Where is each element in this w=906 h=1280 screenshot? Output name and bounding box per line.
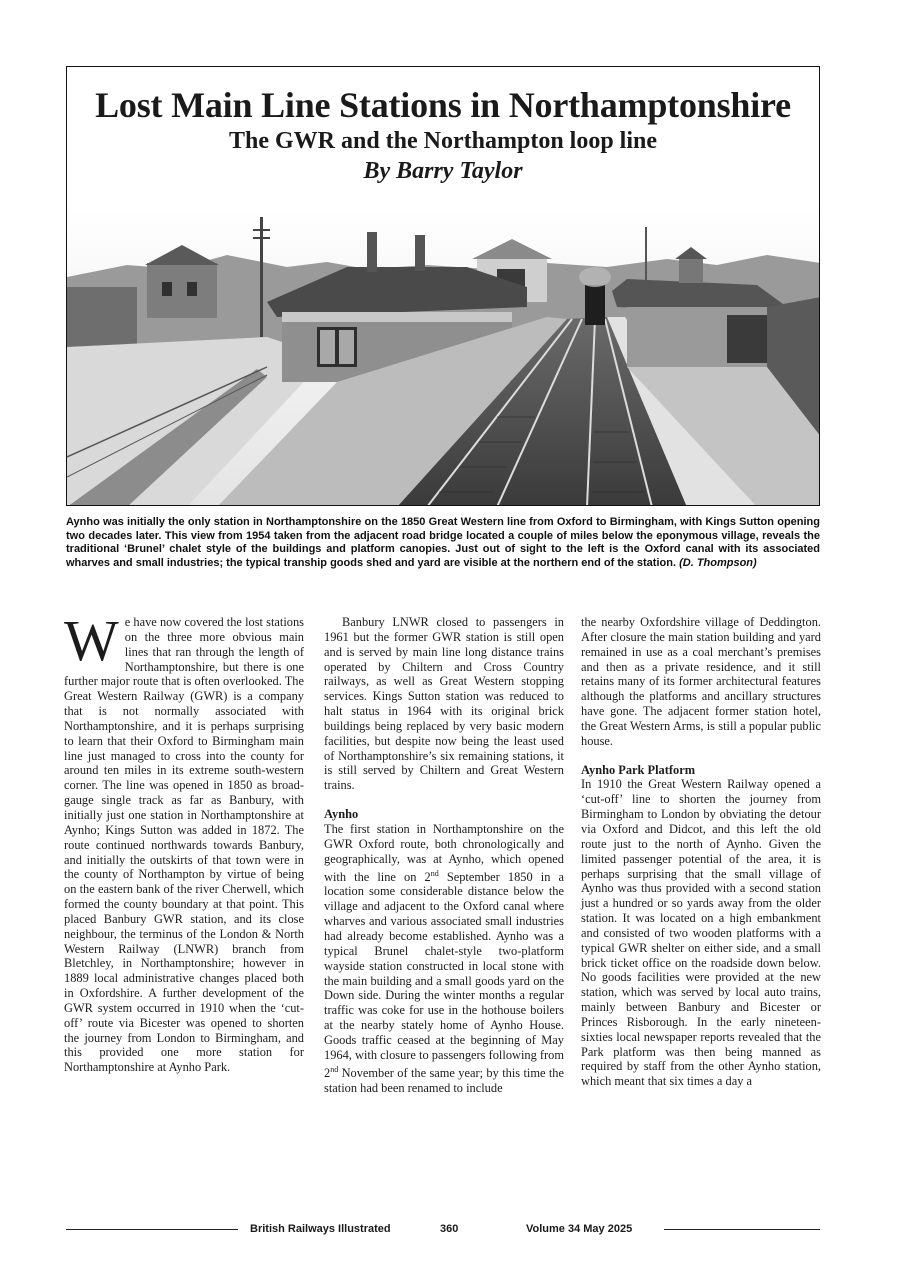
page-footer: [66, 1221, 820, 1237]
title-photo-frame: [66, 66, 820, 506]
article-subtitle: The GWR and the Northampton loop line: [228, 128, 658, 154]
section-heading-aynho-park: Aynho Park Platform: [581, 762, 696, 777]
aynho-text-part-1: The first station in Northamptonshire on the GWR Oxford route, both chronologically and geographically, was at Aynho, which opened with the line on 2: [324, 821, 564, 884]
intro-paragraph: [64, 608, 304, 1075]
photo-credit: (D. Thompson): [679, 556, 757, 569]
footer-page-number: 360: [440, 1223, 459, 1235]
photo-caption: [66, 516, 820, 570]
paragraph-aynho-continued: the nearby Oxfordshire village of Deddington. After closure the main station building and yard remained in use as a coal merchant’s premises and then as a private residence, and it still retains many of its former architectural features although the platforms and ancillary structures have gone. The adjacent former station hotel, the Great Western Arms, is still a popular public house.: [581, 615, 821, 748]
article-byline: By Barry Taylor: [363, 158, 523, 184]
footer-rule-left: [66, 1229, 238, 1230]
aynho-text-part-3: November of the same year; by this time the station had been renamed to include: [324, 1065, 564, 1095]
drop-cap: W: [64, 608, 119, 673]
ordinal-suffix: nd: [430, 868, 439, 878]
column-2: [324, 615, 564, 1095]
footer-publication: British Railways Illustrated: [250, 1223, 391, 1235]
footer-rule-right: [664, 1229, 820, 1230]
article-title: Lost Main Line Stations in Northamptonshire: [95, 85, 791, 125]
ordinal-suffix: nd: [330, 1064, 339, 1074]
aynho-text-part-2: September 1850 in a location some considerable distance below the village and adjacent to the Oxford canal where wharves and various associated small industries had already become established. Aynho was a typical Brunel chalet-style two-platform wayside station constructed in local stone with the main building and a small goods yard on the Down side. During the winter months a regular traffic was coke for use in the hothouse boilers at the nearby stately home of Aynho House. Goods traffic ceased at the beginning of May 1964, with closure to passengers following from 2: [324, 869, 564, 1080]
column-1: [64, 608, 304, 1075]
station-photograph: [67, 207, 820, 506]
intro-text: e have now covered the lost stations on the three more obvious main lines that ran through the length of Northamptonshire, but there is one further major route that is often overlooked. The Great Western Railway (GWR) is a company that is not normally associated with Northamptonshire, and it is perhaps surprising to learn that their Oxford to Birmingham main line just managed to cross into the county for around ten miles in its extreme south-western corner. The line was opened in 1850 as broad-gauge single track as far as Banbury, with initially just one station in Northamptonshire at Aynho; Kings Sutton was added in 1872. The route continued northwards towards Banbury, and initially the outskirts of that town were in the county of Northampton by virtue of being on the eastern bank of the river Cherwell, which formed the county boundary at that point. This placed Banbury GWR station, and its close neighbour, the terminus of the London & North Western Railway (LNWR) branch from Bletchley, in Northamptonshire; however in 1889 local administrative changes placed both in Oxfordshire. A further development of the GWR system occurred in 1910 when the ‘cut-off’ route via Bicester was opened to shorten the journey from London to Birmingham, and this provided one more station for Northamptonshire at Aynho Park.: [64, 615, 304, 1075]
paragraph-aynho-park: In 1910 the Great Western Railway opened a ‘cut-off’ line to shorten the journey from Birmingham to London by obviating the detour via Oxford and Didcot, and this left the old route just to the north of Aynho. Given the limited passenger potential of the area, it is perhaps surprising that the small village of Aynho was thus provided with a second station just a hundred or so yards away from the older station. It was located on a high embankment and consisted of two wooden platforms with a typical GWR shelter on either side, and a small brick ticket office on the roadside down below. No goods facilities were provided at the new station, which was served by local auto trains, mainly between Banbury and Bicester or Princes Risborough. In the early nineteen-sixties local newspaper reports revealed that the Park platform was then being manned as required by staff from the other Aynho station, which meant that six times a day a: [581, 777, 821, 1089]
caption-text: Aynho was initially the only station in Northamptonshire on the 1850 Great Western line from Oxford to Birmingham, with Kings Sutton opening two decades later. This view from 1954 taken from the adjacent road bridge located a couple of miles below the eponymous village, reveals the traditional ‘Brunel’ chalet style of the buildings and platform canopies. Just out of sight to the left is the Oxford canal with its associated wharves and small industries; the typical tranship goods shed and yard are visible at the northern end of the station.: [66, 516, 820, 569]
column-3: [581, 615, 821, 1089]
paragraph-banbury: Banbury LNWR closed to passengers in 1961 but the former GWR station is still open and is served by main line long distance trains operated by Chiltern and Cross Country railways, as well as Great Western stopping services. Kings Sutton station was reduced to halt status in 1964 with its original brick buildings being replaced by very basic modern facilities, but despite now being the least used of Northamptonshire’s six remaining stations, it is still served by Chiltern and Great Western trains.: [324, 615, 564, 793]
paragraph-aynho: [324, 822, 564, 1095]
article-body: [64, 608, 824, 1205]
footer-issue: Volume 34 May 2025: [526, 1223, 633, 1235]
section-heading-aynho: Aynho: [324, 807, 359, 822]
